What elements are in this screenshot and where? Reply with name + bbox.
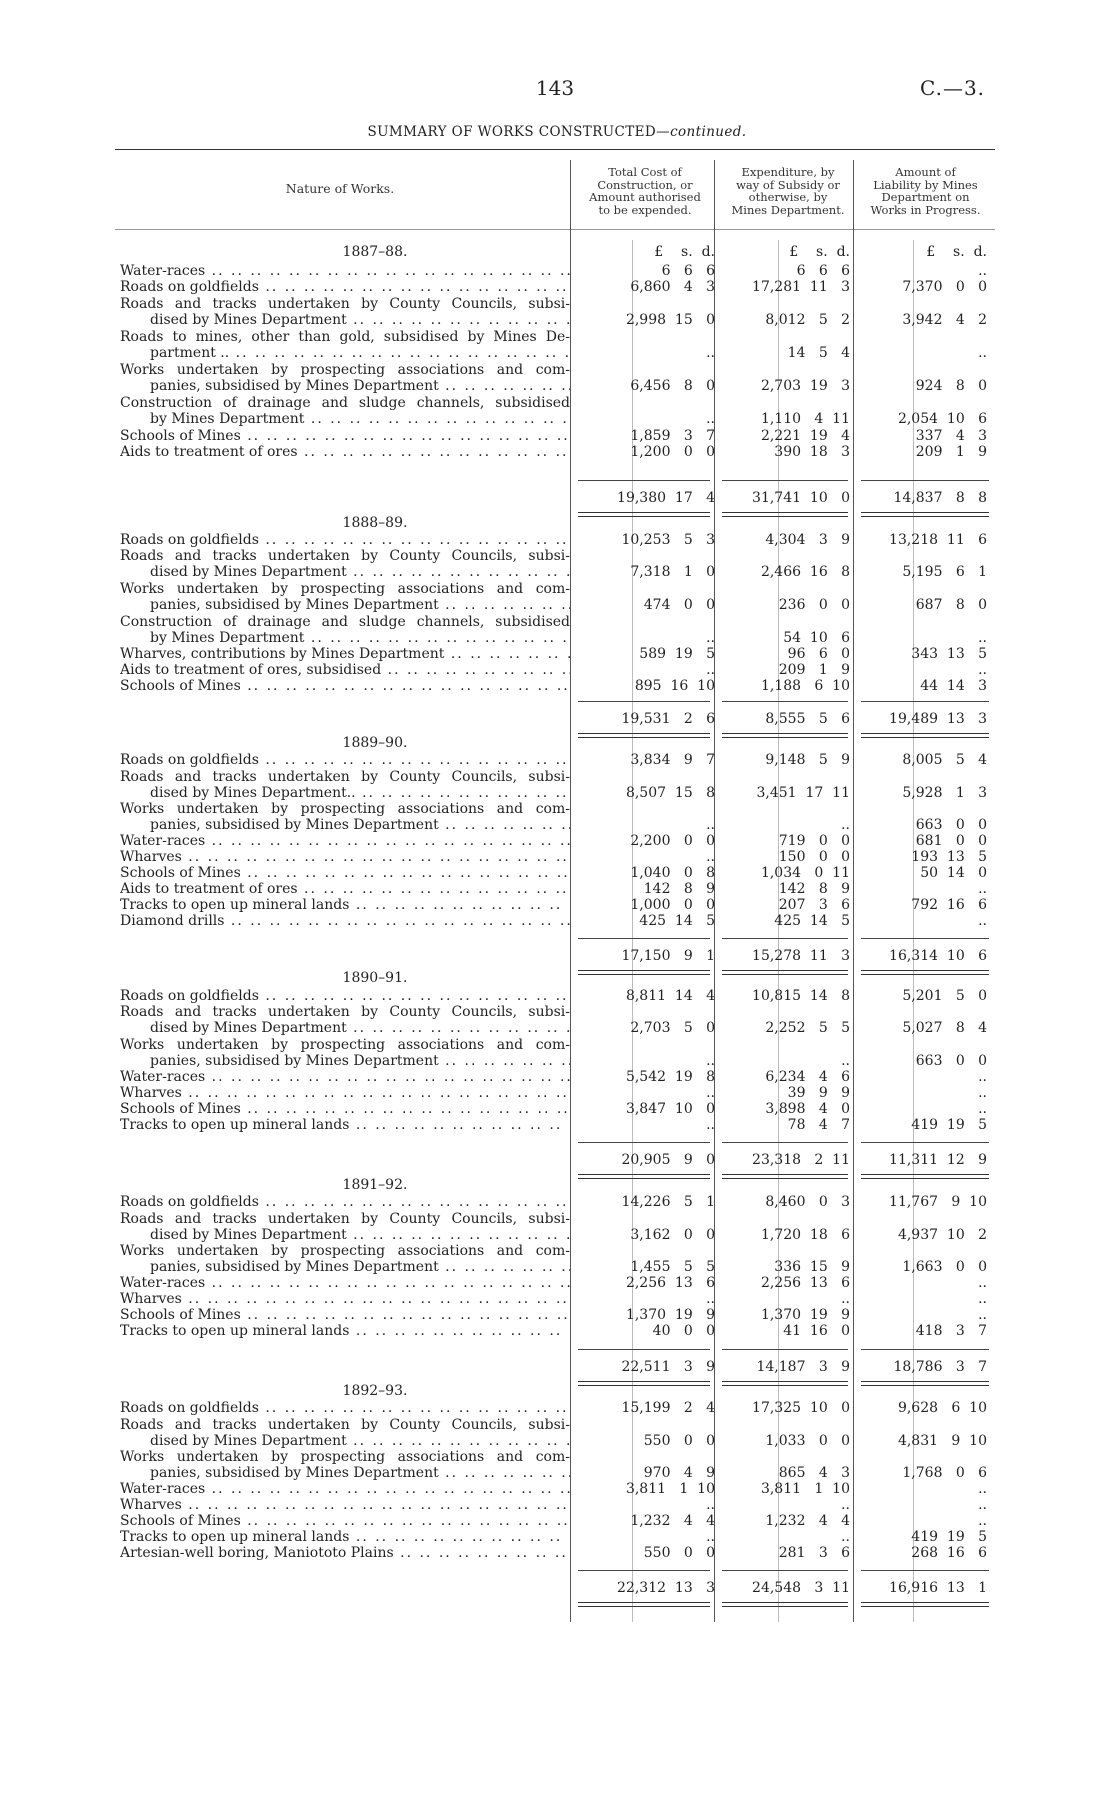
total-double-rule	[578, 512, 710, 517]
cell-total-cost: 1,370 19 9	[625, 1307, 715, 1323]
cell-total-cost: 2,256 13 6	[625, 1275, 715, 1291]
title-main: SUMMARY OF WORKS CONSTRUCTED—	[367, 124, 671, 140]
cell-liability: 1,663 0 0	[902, 1259, 987, 1275]
cell-total-cost: ..	[706, 411, 715, 427]
row-label: Roads and tracks undertaken by County Councils, subsi-	[120, 548, 570, 564]
cell-total-cost: ..	[706, 849, 715, 865]
cell-liability: ..	[978, 1101, 987, 1117]
cell-total-cost: 2,703 5 0	[630, 1020, 715, 1036]
cell-expenditure: 2,703 19 3	[760, 378, 850, 394]
row-label: Roads on goldfields .. ..	[120, 279, 570, 295]
page-title	[0, 124, 1114, 140]
col2-header-line: way of Subsidy or	[736, 177, 840, 192]
cell-total-cost: 8,507 15 8	[625, 785, 715, 801]
sum-rule	[578, 1349, 710, 1350]
cell-expenditure: 2,466 16 8	[760, 564, 850, 580]
total-expenditure-sum: 14,187 3 9	[756, 1359, 850, 1375]
cell-liability: 419 19 5	[911, 1117, 987, 1133]
total-expenditure-sum: 24,548 3 11	[752, 1580, 850, 1596]
col3-header-line: Department on	[881, 190, 970, 204]
cell-total-cost: 474 0 0	[643, 597, 715, 613]
cell-total-cost: 1,232 4 4	[630, 1513, 715, 1529]
total-double-rule	[722, 1602, 848, 1607]
sum-rule	[722, 1349, 848, 1350]
row-label: Roads to mines, other than gold, subsidised by Mines De-	[120, 329, 570, 345]
cell-liability: 924 8 0	[915, 378, 987, 394]
row-label: panies, subsidised by Mines Department .. ..	[150, 817, 570, 833]
total-double-rule	[722, 970, 848, 975]
units-c3: £ s. d.	[926, 244, 987, 260]
row-label: Schools of Mines .. ..	[120, 1307, 570, 1323]
cell-liability: 44 14 3	[920, 678, 987, 694]
cell-total-cost: 15,199 2 4	[621, 1400, 715, 1416]
cell-liability: 9,628 6 10	[897, 1400, 987, 1416]
cell-total-cost: ..	[706, 1529, 715, 1545]
header-bottom-rule	[115, 229, 995, 230]
row-label: Roads on goldfields .. ..	[120, 1400, 570, 1416]
total-double-rule	[578, 1381, 710, 1386]
cell-expenditure: 1,188 6 10	[760, 678, 850, 694]
cell-liability: 3,942 4 2	[902, 312, 987, 328]
total-double-rule	[578, 970, 710, 975]
cell-total-cost: ..	[706, 630, 715, 646]
total-double-rule	[861, 512, 989, 517]
cell-expenditure: 1,720 18 6	[760, 1227, 850, 1243]
sum-rule	[861, 938, 989, 939]
row-label: Works undertaken by prospecting associations and com-	[120, 1243, 570, 1259]
cell-total-cost: 6,456 8 0	[630, 378, 715, 394]
cell-expenditure: 2,252 5 5	[765, 1020, 850, 1036]
cell-expenditure: ..	[841, 1497, 850, 1513]
cell-expenditure: 209 1 9	[778, 662, 850, 678]
cell-expenditure: 54 10 6	[783, 630, 850, 646]
row-label: Schools of Mines .. ..	[120, 678, 570, 694]
row-label: Tracks to open up mineral lands .. ..	[120, 897, 570, 913]
cell-liability: ..	[978, 263, 987, 279]
cell-liability: ..	[978, 1275, 987, 1291]
row-label: Water-races .. ..	[120, 1481, 570, 1497]
cell-liability: 1,768 0 6	[902, 1465, 987, 1481]
cell-total-cost: 1,000 0 0	[630, 897, 715, 913]
cell-expenditure: 17,281 11 3	[752, 279, 850, 295]
cell-expenditure: 2,256 13 6	[760, 1275, 850, 1291]
cell-total-cost: 6 6 6	[661, 263, 715, 279]
sum-rule	[722, 938, 848, 939]
row-label: panies, subsidised by Mines Department .. ..	[150, 597, 570, 613]
row-label: Roads and tracks undertaken by County Councils, subsi-	[120, 1417, 570, 1433]
cell-expenditure: ..	[841, 1529, 850, 1545]
cell-total-cost: 3,162 0 0	[630, 1227, 715, 1243]
nature-header: Nature of Works.	[285, 181, 395, 196]
row-label: Tracks to open up mineral lands .. ..	[120, 1529, 570, 1545]
column-rule-3	[853, 160, 854, 1622]
row-label: Water-races .. ..	[120, 1275, 570, 1291]
cell-total-cost: 3,847 10 0	[625, 1101, 715, 1117]
row-label: by Mines Department .. ..	[150, 630, 570, 646]
cell-expenditure: 8,460 0 3	[765, 1194, 850, 1210]
cell-total-cost: 550 0 0	[643, 1433, 715, 1449]
row-label: Tracks to open up mineral lands .. ..	[120, 1323, 570, 1339]
total-double-rule	[861, 1602, 989, 1607]
row-label: Works undertaken by prospecting associations and com-	[120, 1037, 570, 1053]
total-cost-sum: 22,312 13 3	[617, 1580, 715, 1596]
total-cost-sum: 20,905 9 0	[621, 1152, 715, 1168]
sum-rule	[861, 1570, 989, 1571]
cell-total-cost: 895 16 10	[634, 678, 715, 694]
sum-rule	[722, 1570, 848, 1571]
cell-liability: 663 0 0	[915, 817, 987, 833]
total-double-rule	[861, 733, 989, 738]
cell-liability: ..	[978, 1291, 987, 1307]
row-label: Artesian-well boring, Maniototo Plains .. ..	[120, 1545, 570, 1561]
row-label: Construction of drainage and sludge channels, subsidised	[120, 395, 570, 411]
cell-liability: 4,831 9 10	[897, 1433, 987, 1449]
row-label: Wharves .. ..	[120, 849, 570, 865]
total-expenditure-sum: 8,555 5 6	[765, 711, 850, 727]
cell-liability: ..	[978, 1069, 987, 1085]
total-double-rule	[578, 1174, 710, 1179]
row-label: Roads and tracks undertaken by County Councils, subsi-	[120, 769, 570, 785]
row-label: by Mines Department .. ..	[150, 411, 570, 427]
cell-expenditure: 10,815 14 8	[752, 988, 850, 1004]
cell-liability: ..	[978, 662, 987, 678]
row-label: dised by Mines Department.. .. ..	[150, 785, 570, 801]
col2-header-line: Mines Department.	[731, 202, 845, 217]
cell-expenditure: 865 4 3	[778, 1465, 850, 1481]
total-liability-sum: 18,786 3 7	[893, 1359, 987, 1375]
col3-header-line: Amount of	[895, 165, 956, 179]
total-double-rule	[861, 1381, 989, 1386]
cell-liability: 8,005 5 4	[902, 752, 987, 768]
row-label: dised by Mines Department .. ..	[150, 564, 570, 580]
sum-rule	[861, 480, 989, 481]
col1-header-line: Construction, or	[597, 177, 693, 192]
cell-liability: 419 19 5	[911, 1529, 987, 1545]
cell-liability: 687 8 0	[915, 597, 987, 613]
total-cost-sum: 22,511 3 9	[621, 1359, 715, 1375]
cell-total-cost: ..	[706, 345, 715, 361]
cell-liability: 343 13 5	[911, 646, 987, 662]
cell-total-cost: 8,811 14 4	[625, 988, 715, 1004]
cell-liability: 5,928 1 3	[902, 785, 987, 801]
cell-expenditure: 78 4 7	[787, 1117, 850, 1133]
cell-total-cost: 1,859 3 7	[630, 428, 715, 444]
row-label: Construction of drainage and sludge channels, subsidised	[120, 614, 570, 630]
total-double-rule	[722, 512, 848, 517]
total-liability-sum: 14,837 8 8	[893, 490, 987, 506]
cell-liability: 209 1 9	[915, 444, 987, 460]
total-cost-sum: 19,380 17 4	[617, 490, 715, 506]
row-label: Works undertaken by prospecting associations and com-	[120, 801, 570, 817]
sum-rule	[578, 1570, 710, 1571]
row-label: Wharves .. ..	[120, 1291, 570, 1307]
units-c2: £ s. d.	[789, 244, 850, 260]
cell-expenditure: 1,033 0 0	[765, 1433, 850, 1449]
sum-rule	[861, 701, 989, 702]
row-label: Schools of Mines .. ..	[120, 1513, 570, 1529]
sum-rule	[861, 1349, 989, 1350]
sum-rule	[722, 1142, 848, 1143]
cell-expenditure: 14 5 4	[787, 345, 850, 361]
total-expenditure-sum: 15,278 11 3	[752, 948, 850, 964]
cell-expenditure: 3,898 4 0	[765, 1101, 850, 1117]
total-double-rule	[578, 733, 710, 738]
cell-expenditure: 6,234 4 6	[765, 1069, 850, 1085]
cell-expenditure: ..	[841, 817, 850, 833]
cell-expenditure: 336 15 9	[774, 1259, 850, 1275]
cell-liability: ..	[978, 1497, 987, 1513]
cell-liability: 418 3 7	[915, 1323, 987, 1339]
row-label: partment .. .. ..	[150, 345, 570, 361]
row-label: Wharves .. ..	[120, 1497, 570, 1513]
cell-liability: ..	[978, 345, 987, 361]
row-label: Roads on goldfields .. ..	[120, 752, 570, 768]
cell-expenditure: 4,304 3 9	[765, 532, 850, 548]
total-double-rule	[861, 970, 989, 975]
total-liability-sum: 16,916 13 1	[889, 1580, 987, 1596]
cell-expenditure: 41 16 0	[783, 1323, 850, 1339]
row-label: panies, subsidised by Mines Department .. ..	[150, 378, 570, 394]
sum-rule	[578, 1142, 710, 1143]
units-c1: £ s. d.	[654, 244, 715, 260]
row-label: Aids to treatment of ores, subsidised .. ..	[120, 662, 570, 678]
section-year: 1887–88.	[342, 244, 408, 260]
title-continued: continued.	[670, 124, 747, 140]
col2-header-line: Expenditure, by	[741, 165, 835, 179]
cell-liability: 5,201 5 0	[902, 988, 987, 1004]
cell-expenditure: 96 6 0	[787, 646, 850, 662]
section-year: 1888–89.	[342, 515, 408, 531]
row-label: dised by Mines Department .. ..	[150, 1433, 570, 1449]
row-label: Roads on goldfields .. ..	[120, 1194, 570, 1210]
col3-header-line: Works in Progress.	[870, 202, 981, 217]
cell-expenditure: 236 0 0	[778, 597, 850, 613]
total-cost-sum: 17,150 9 1	[621, 948, 715, 964]
row-label: Works undertaken by prospecting associations and com-	[120, 581, 570, 597]
section-year: 1889–90.	[342, 735, 408, 751]
cell-liability: 268 16 6	[911, 1545, 987, 1561]
col2-header-line: otherwise, by	[748, 190, 828, 204]
row-label: panies, subsidised by Mines Department .. ..	[150, 1465, 570, 1481]
cell-total-cost: ..	[706, 1085, 715, 1101]
sum-rule	[578, 480, 710, 481]
total-cost-sum: 19,531 2 6	[621, 711, 715, 727]
cell-expenditure: 3,451 17 11	[756, 785, 850, 801]
total-expenditure-sum: 23,318 2 11	[752, 1152, 850, 1168]
cell-total-cost: 40 0 0	[652, 1323, 715, 1339]
row-label: Roads and tracks undertaken by County Councils, subsi-	[120, 1211, 570, 1227]
cell-expenditure: 3,811 1 10	[760, 1481, 850, 1497]
header-top-rule	[115, 149, 995, 150]
cell-liability: 193 13 5	[911, 849, 987, 865]
cell-total-cost: 1,200 0 0	[630, 444, 715, 460]
cell-liability: 5,195 6 1	[902, 564, 987, 580]
cell-expenditure: 1,370 19 9	[760, 1307, 850, 1323]
cell-total-cost: 1,040 0 8	[630, 865, 715, 881]
cell-liability: ..	[978, 1085, 987, 1101]
row-label: Roads on goldfields .. ..	[120, 532, 570, 548]
total-liability-sum: 19,489 13 3	[889, 711, 987, 727]
cell-liability: ..	[978, 1307, 987, 1323]
row-label: Water-races .. ..	[120, 1069, 570, 1085]
cell-expenditure: 9,148 5 9	[765, 752, 850, 768]
cell-expenditure: 1,232 4 4	[765, 1513, 850, 1529]
cell-liability: ..	[978, 630, 987, 646]
cell-expenditure: 719 0 0	[778, 833, 850, 849]
row-label: dised by Mines Department .. ..	[150, 1020, 570, 1036]
cell-liability: 4,937 10 2	[897, 1227, 987, 1243]
section-year: 1891–92.	[342, 1177, 408, 1193]
row-label: Water-races .. ..	[120, 263, 570, 279]
total-double-rule	[722, 733, 848, 738]
cell-total-cost: 3,834 9 7	[630, 752, 715, 768]
cell-liability: 681 0 0	[915, 833, 987, 849]
cell-total-cost: 6,860 4 3	[630, 279, 715, 295]
cell-expenditure: 1,110 4 11	[760, 411, 850, 427]
cell-expenditure: 207 3 6	[778, 897, 850, 913]
cell-total-cost: 1,455 5 5	[630, 1259, 715, 1275]
cell-total-cost: ..	[706, 1053, 715, 1069]
cell-total-cost: 7,318 1 0	[630, 564, 715, 580]
cell-liability: ..	[978, 881, 987, 897]
cell-liability: 13,218 11 6	[889, 532, 987, 548]
cell-total-cost: ..	[706, 662, 715, 678]
cell-total-cost: 5,542 19 8	[625, 1069, 715, 1085]
row-label: Water-races .. ..	[120, 833, 570, 849]
total-double-rule	[861, 1174, 989, 1179]
row-label: panies, subsidised by Mines Department .. ..	[150, 1259, 570, 1275]
row-label: Roads and tracks undertaken by County Councils, subsi-	[120, 296, 570, 312]
cell-expenditure: 8,012 5 2	[765, 312, 850, 328]
row-label: Tracks to open up mineral lands .. ..	[120, 1117, 570, 1133]
row-label: Aids to treatment of ores .. ..	[120, 881, 570, 897]
cell-expenditure: 281 3 6	[778, 1545, 850, 1561]
report-code: C.—3.	[920, 76, 986, 100]
cell-liability: 792 16 6	[911, 897, 987, 913]
cell-total-cost: ..	[706, 1497, 715, 1513]
cell-total-cost: 589 19 5	[639, 646, 715, 662]
cell-total-cost: ..	[706, 817, 715, 833]
cell-liability: 337 4 3	[915, 428, 987, 444]
cell-liability: ..	[978, 1481, 987, 1497]
cell-expenditure: 6 6 6	[796, 263, 850, 279]
cell-total-cost: 2,998 15 0	[625, 312, 715, 328]
cell-total-cost: 10,253 5 3	[621, 532, 715, 548]
cell-total-cost: 2,200 0 0	[630, 833, 715, 849]
cell-total-cost: 550 0 0	[643, 1545, 715, 1561]
cell-expenditure: 425 14 5	[774, 913, 850, 929]
col3-header-line: Liability by Mines	[873, 177, 978, 192]
total-expenditure-sum: 31,741 10 0	[752, 490, 850, 506]
row-label: Aids to treatment of ores .. ..	[120, 444, 570, 460]
cell-total-cost: 14,226 5 1	[621, 1194, 715, 1210]
total-double-rule	[722, 1381, 848, 1386]
cell-expenditure: ..	[841, 1291, 850, 1307]
cell-expenditure: 150 0 0	[778, 849, 850, 865]
cell-total-cost: ..	[706, 1117, 715, 1133]
cell-total-cost: 970 4 9	[643, 1465, 715, 1481]
row-label: Roads and tracks undertaken by County Councils, subsi-	[120, 1004, 570, 1020]
cell-liability: 50 14 0	[920, 865, 987, 881]
total-liability-sum: 11,311 12 9	[889, 1152, 987, 1168]
row-label: Works undertaken by prospecting associations and com-	[120, 1449, 570, 1465]
cell-liability: 5,027 8 4	[902, 1020, 987, 1036]
page-number: 143	[535, 76, 575, 100]
cell-expenditure: 390 18 3	[774, 444, 850, 460]
column-rule-1	[570, 160, 571, 1622]
cell-total-cost: ..	[706, 1291, 715, 1307]
cell-total-cost: 425 14 5	[639, 913, 715, 929]
cell-liability: ..	[978, 913, 987, 929]
total-double-rule	[722, 1174, 848, 1179]
sum-rule	[578, 938, 710, 939]
row-label: dised by Mines Department .. ..	[150, 1227, 570, 1243]
row-label: Diamond drills .. ..	[120, 913, 570, 929]
sum-rule	[722, 480, 848, 481]
cell-liability: 11,767 9 10	[889, 1194, 987, 1210]
row-label: Schools of Mines .. ..	[120, 428, 570, 444]
row-label: panies, subsidised by Mines Department .. ..	[150, 1053, 570, 1069]
cell-liability: 7,370 0 0	[902, 279, 987, 295]
col1-header-line: Total Cost of	[608, 165, 682, 179]
cell-expenditure: 39 9 9	[787, 1085, 850, 1101]
cell-expenditure: 2,221 19 4	[760, 428, 850, 444]
cell-expenditure: 142 8 9	[778, 881, 850, 897]
row-label: Wharves .. ..	[120, 1085, 570, 1101]
sum-rule	[861, 1142, 989, 1143]
cell-expenditure: 1,034 0 11	[760, 865, 850, 881]
cell-liability: ..	[978, 1513, 987, 1529]
col1-header-line: to be expended.	[598, 202, 692, 217]
row-label: Works undertaken by prospecting associations and com-	[120, 362, 570, 378]
col1-header-line: Amount authorised	[589, 190, 701, 204]
section-year: 1892–93.	[342, 1383, 408, 1399]
cell-liability: 2,054 10 6	[897, 411, 987, 427]
row-label: dised by Mines Department .. ..	[150, 312, 570, 328]
cell-total-cost: 142 8 9	[643, 881, 715, 897]
sum-rule	[578, 701, 710, 702]
row-label: Schools of Mines .. ..	[120, 1101, 570, 1117]
cell-expenditure: 17,325 10 0	[752, 1400, 850, 1416]
row-label: Roads on goldfields .. ..	[120, 988, 570, 1004]
total-liability-sum: 16,314 10 6	[889, 948, 987, 964]
total-double-rule	[578, 1602, 710, 1607]
cell-expenditure: ..	[841, 1053, 850, 1069]
sum-rule	[722, 701, 848, 702]
row-label: Schools of Mines .. ..	[120, 865, 570, 881]
cell-liability: 663 0 0	[915, 1053, 987, 1069]
cell-total-cost: 3,811 1 10	[625, 1481, 715, 1497]
row-label: Wharves, contributions by Mines Department .. ..	[120, 646, 570, 662]
section-year: 1890–91.	[342, 970, 408, 986]
